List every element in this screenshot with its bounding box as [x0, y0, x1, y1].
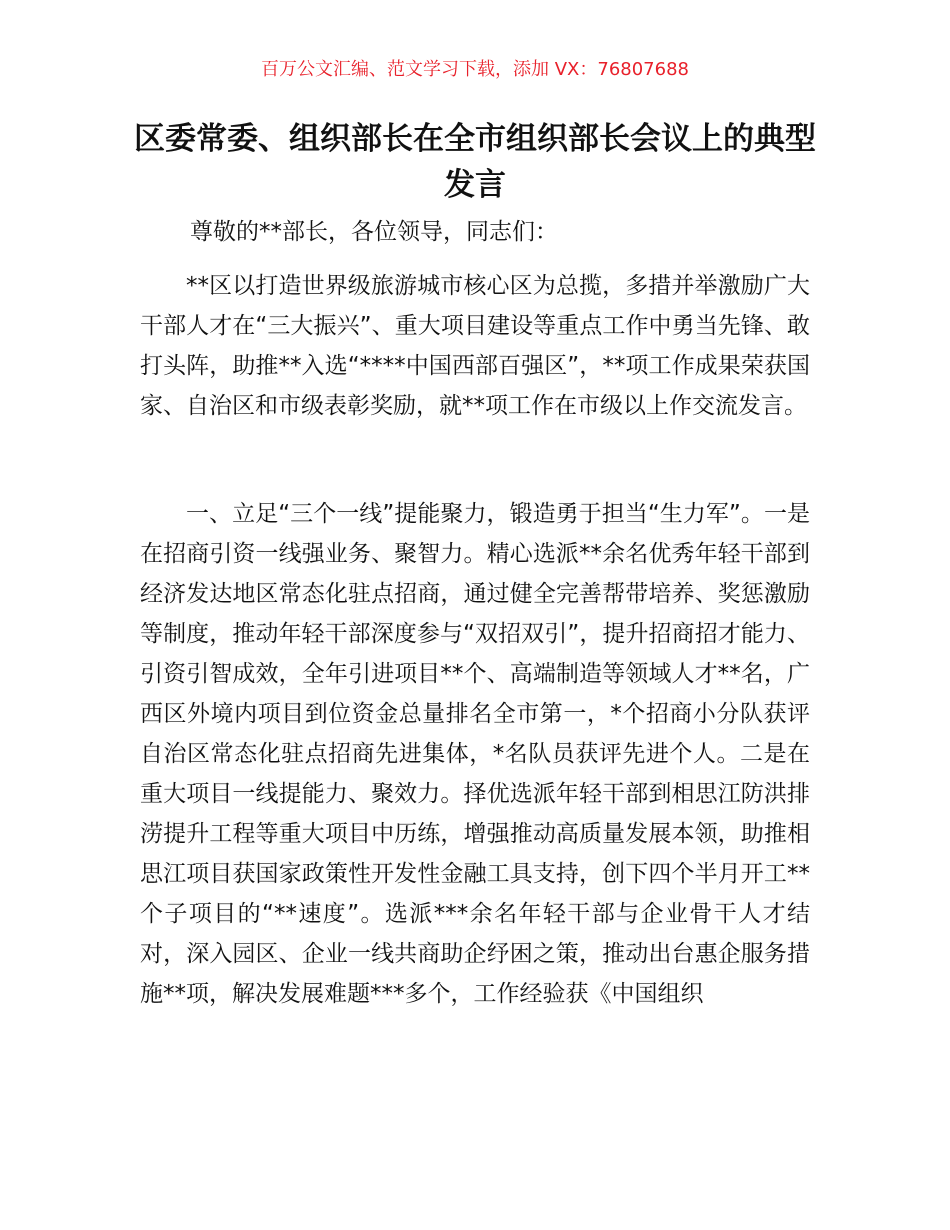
document-title: 区委常委、组织部长在全市组织部长会议上的典型发言 — [134, 121, 816, 203]
watermark-header: 百万公文汇编、范文学习下载，添加 VX：76807688 — [261, 59, 689, 80]
paragraph-section-one: 一、立足“三个一线”提能聚力，锻造勇于担当“生力军”。一是在招商引资一线强业务、聚智力。精心选派**余名优秀年轻干部到经济发达地区常态化驻点招商，通过健全完善帮带培养、奖惩激励等制度，推动年轻干部深度参与“双招双引”，提升招商招才能力、引资引智成效，全年引进项目**个、高端制造等领域人才**名，广西区外境内项目到位资金总量排名全市第一，*个招商小分队获评自治区常态化驻点招商先进集体，*名队员获评先进个人。二是在重大项目一线提能力、聚效力。择优选派年轻干部到相思江防洪排涝提升工程等重大项目中历练，增强推动高质量发展本领，助推相思江项目获国家政策性开发性金融工具支持，创下四个半月开工**个子项目的“**速度”。选派***余名年轻干部与企业骨干人才结对，深入园区、企业一线共商助企纾困之策，推动出台惠企服务措施**项，解决发展难题***多个，工作经验获《中国组织 — [140, 501, 810, 1007]
paragraph-intro: **区以打造世界级旅游城市核心区为总揽，多措并举激励广大干部人才在“三大振兴”、重大项目建设等重点工作中勇当先锋、敢打头阵，助推**入选“****中国西部百强区”，**项工作成果荣获国家、自治区和市级表彰奖励，就**项工作在市级以上作交流发言。 — [140, 273, 810, 419]
salutation: 尊敬的**部长，各位领导，同志们： — [190, 219, 558, 245]
